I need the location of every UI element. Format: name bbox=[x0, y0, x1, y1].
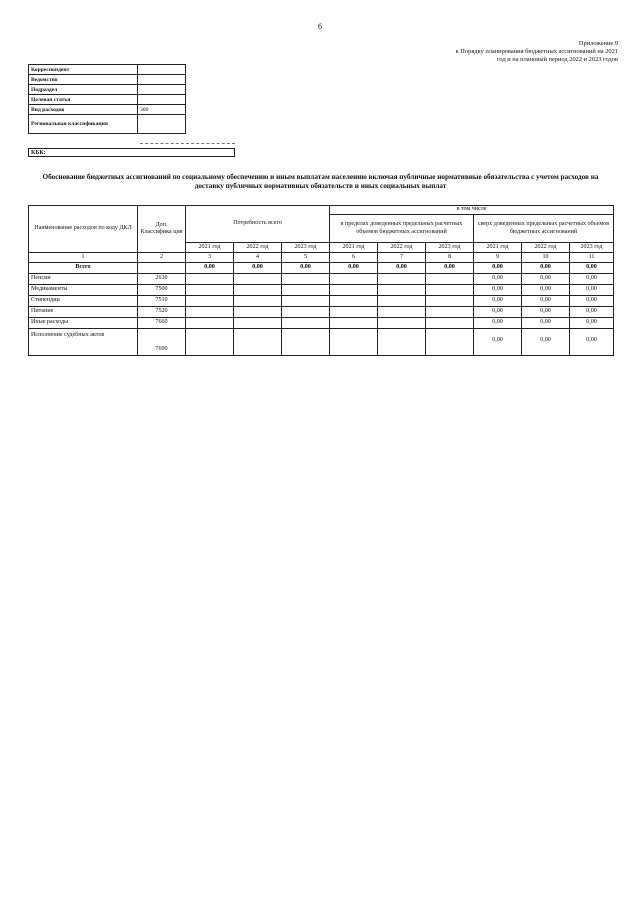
column-number: 3 bbox=[186, 253, 234, 263]
column-number: 1 bbox=[29, 253, 138, 263]
total-label: Всего bbox=[29, 263, 138, 274]
expense-name: Медикаменты bbox=[29, 285, 138, 296]
amount-cell[interactable] bbox=[330, 329, 378, 356]
amount-cell[interactable]: 0,00 bbox=[522, 285, 570, 296]
total-code bbox=[138, 263, 186, 274]
amount-cell[interactable] bbox=[234, 318, 282, 329]
table-row bbox=[29, 274, 614, 285]
total-value: 0,00 bbox=[330, 263, 378, 274]
amount-cell[interactable]: 0,00 bbox=[522, 318, 570, 329]
requisite-row bbox=[29, 85, 186, 95]
requisite-row bbox=[29, 105, 186, 115]
column-number: 5 bbox=[282, 253, 330, 263]
amount-cell[interactable]: 0,00 bbox=[522, 307, 570, 318]
year-header: 2021 год bbox=[186, 243, 234, 253]
amount-cell[interactable] bbox=[426, 318, 474, 329]
column-number: 2 bbox=[138, 253, 186, 263]
amount-cell[interactable] bbox=[378, 274, 426, 285]
expense-code: 7500 bbox=[138, 285, 186, 296]
requisite-value bbox=[138, 95, 186, 105]
amount-cell[interactable]: 0,00 bbox=[522, 329, 570, 356]
amount-cell[interactable]: 0,00 bbox=[570, 307, 614, 318]
amount-cell[interactable] bbox=[426, 307, 474, 318]
year-header: 2022 год bbox=[234, 243, 282, 253]
header-including: в том числе bbox=[330, 206, 614, 215]
total-value: 0,00 bbox=[522, 263, 570, 274]
column-numbers-row bbox=[29, 253, 614, 263]
amount-cell[interactable] bbox=[186, 296, 234, 307]
year-header: 2023 год bbox=[570, 243, 614, 253]
requisite-row bbox=[29, 95, 186, 105]
requisite-label: Вид расходов bbox=[29, 105, 138, 115]
amount-cell[interactable] bbox=[234, 307, 282, 318]
table-row bbox=[29, 318, 614, 329]
amount-cell[interactable]: 0,00 bbox=[474, 307, 522, 318]
amount-cell[interactable] bbox=[378, 307, 426, 318]
amount-cell[interactable] bbox=[282, 329, 330, 356]
total-value: 0,00 bbox=[570, 263, 614, 274]
year-header: 2023 год bbox=[282, 243, 330, 253]
header-within-limits: в пределах доведенных предельных расчетных объемов бюджетных ассигнований bbox=[330, 215, 474, 243]
requisite-row bbox=[29, 115, 186, 134]
amount-cell[interactable] bbox=[234, 285, 282, 296]
appendix-line-2: к Порядку планирования бюджетных ассигнований на 2021 bbox=[455, 48, 618, 56]
column-number: 7 bbox=[378, 253, 426, 263]
table-row bbox=[29, 285, 614, 296]
kbk-divider bbox=[140, 143, 235, 144]
requisite-row bbox=[29, 75, 186, 85]
total-value: 0,00 bbox=[282, 263, 330, 274]
year-header: 2021 год bbox=[474, 243, 522, 253]
requisite-label: Корреспондент bbox=[29, 65, 138, 75]
column-number: 11 bbox=[570, 253, 614, 263]
header-total-need: Потребность всего bbox=[186, 206, 330, 243]
amount-cell[interactable] bbox=[330, 318, 378, 329]
appendix-line-3: год и на плановый период 2022 и 2023 годов bbox=[496, 56, 618, 64]
year-header: 2022 год bbox=[522, 243, 570, 253]
expense-code: 7510 bbox=[138, 296, 186, 307]
requisite-value bbox=[138, 75, 186, 85]
amount-cell[interactable]: 0,00 bbox=[474, 274, 522, 285]
year-header: 2022 год bbox=[378, 243, 426, 253]
total-value: 0,00 bbox=[186, 263, 234, 274]
amount-cell[interactable] bbox=[282, 296, 330, 307]
requisite-label: Ведомство bbox=[29, 75, 138, 85]
header-expense-name: Наименование расходов по коду ДКЛ bbox=[29, 206, 138, 253]
amount-cell[interactable]: 0,00 bbox=[570, 274, 614, 285]
amount-cell[interactable]: 0,00 bbox=[570, 318, 614, 329]
column-number: 9 bbox=[474, 253, 522, 263]
amount-cell[interactable] bbox=[330, 274, 378, 285]
amount-cell[interactable]: 0,00 bbox=[474, 285, 522, 296]
expense-name: Питание bbox=[29, 307, 138, 318]
requisite-label: Региональная классификация bbox=[29, 115, 138, 134]
amount-cell[interactable] bbox=[426, 296, 474, 307]
amount-cell[interactable]: 0,00 bbox=[522, 296, 570, 307]
column-number: 10 bbox=[522, 253, 570, 263]
appendix-line-1: Приложение 9 bbox=[578, 40, 618, 47]
column-number: 8 bbox=[426, 253, 474, 263]
requisite-value bbox=[138, 85, 186, 95]
expense-name: Исполнение судебных актов bbox=[29, 329, 138, 356]
amount-cell[interactable]: 0,00 bbox=[570, 296, 614, 307]
amount-cell[interactable] bbox=[330, 296, 378, 307]
document-title: Обоснование бюджетных ассигнований по социальному обеспечению и иным выплатам населению включая публичные нормативные обязательства с учетом расходов на доставку публичных нормативных обязательств и иных социальных выплат bbox=[42, 173, 599, 190]
total-value: 0,00 bbox=[378, 263, 426, 274]
amount-cell[interactable] bbox=[378, 318, 426, 329]
amount-cell[interactable] bbox=[186, 318, 234, 329]
amount-cell[interactable] bbox=[186, 329, 234, 356]
amount-cell[interactable] bbox=[186, 285, 234, 296]
amount-cell[interactable] bbox=[186, 274, 234, 285]
expense-name: Иные расходы bbox=[29, 318, 138, 329]
requisite-label: Подраздел bbox=[29, 85, 138, 95]
amount-cell[interactable]: 0,00 bbox=[570, 329, 614, 356]
amount-cell[interactable] bbox=[282, 307, 330, 318]
year-header: 2021 год bbox=[330, 243, 378, 253]
total-row bbox=[29, 263, 614, 274]
amount-cell[interactable] bbox=[282, 318, 330, 329]
table-row bbox=[29, 296, 614, 307]
amount-cell[interactable] bbox=[234, 296, 282, 307]
amount-cell[interactable] bbox=[282, 285, 330, 296]
expense-name: Пенсии bbox=[29, 274, 138, 285]
column-number: 6 bbox=[330, 253, 378, 263]
column-number: 4 bbox=[234, 253, 282, 263]
expense-code: 7660 bbox=[138, 318, 186, 329]
amount-cell[interactable] bbox=[426, 329, 474, 356]
justification-table bbox=[28, 205, 614, 356]
requisite-row bbox=[29, 65, 186, 75]
requisite-value: 300 bbox=[138, 105, 186, 115]
amount-cell[interactable] bbox=[378, 329, 426, 356]
header-above-limits: сверх доведенных предельных расчетных объемов бюджетных ассигнований bbox=[474, 215, 614, 243]
page-number: 6 bbox=[318, 22, 322, 31]
amount-cell[interactable] bbox=[234, 274, 282, 285]
amount-cell[interactable]: 0,00 bbox=[570, 285, 614, 296]
amount-cell[interactable] bbox=[378, 296, 426, 307]
amount-cell[interactable] bbox=[378, 285, 426, 296]
table-row bbox=[29, 329, 614, 356]
amount-cell[interactable]: 0,00 bbox=[474, 318, 522, 329]
expense-code: 7690 bbox=[138, 329, 186, 356]
amount-cell[interactable] bbox=[282, 274, 330, 285]
amount-cell[interactable]: 0,00 bbox=[522, 274, 570, 285]
total-value: 0,00 bbox=[234, 263, 282, 274]
kbk-field: КБК: bbox=[28, 148, 235, 157]
requisites-table bbox=[28, 64, 186, 134]
header-add-classification: Доп. Классифика ция bbox=[138, 206, 186, 253]
requisite-value bbox=[138, 65, 186, 75]
amount-cell[interactable]: 0,00 bbox=[474, 329, 522, 356]
amount-cell[interactable] bbox=[330, 285, 378, 296]
table-row bbox=[29, 307, 614, 318]
amount-cell[interactable] bbox=[234, 329, 282, 356]
total-value: 0,00 bbox=[474, 263, 522, 274]
header-row-1 bbox=[29, 206, 614, 215]
year-header: 2023 год bbox=[426, 243, 474, 253]
expense-name: Стипендии bbox=[29, 296, 138, 307]
amount-cell[interactable] bbox=[426, 274, 474, 285]
appendix-header bbox=[378, 40, 618, 65]
amount-cell[interactable] bbox=[186, 307, 234, 318]
requisite-label: Целевая статья bbox=[29, 95, 138, 105]
expense-code: 2630 bbox=[138, 274, 186, 285]
expense-code: 7520 bbox=[138, 307, 186, 318]
amount-cell[interactable] bbox=[330, 307, 378, 318]
amount-cell[interactable] bbox=[426, 285, 474, 296]
requisite-value bbox=[138, 115, 186, 134]
amount-cell[interactable]: 0,00 bbox=[474, 296, 522, 307]
total-value: 0,00 bbox=[426, 263, 474, 274]
